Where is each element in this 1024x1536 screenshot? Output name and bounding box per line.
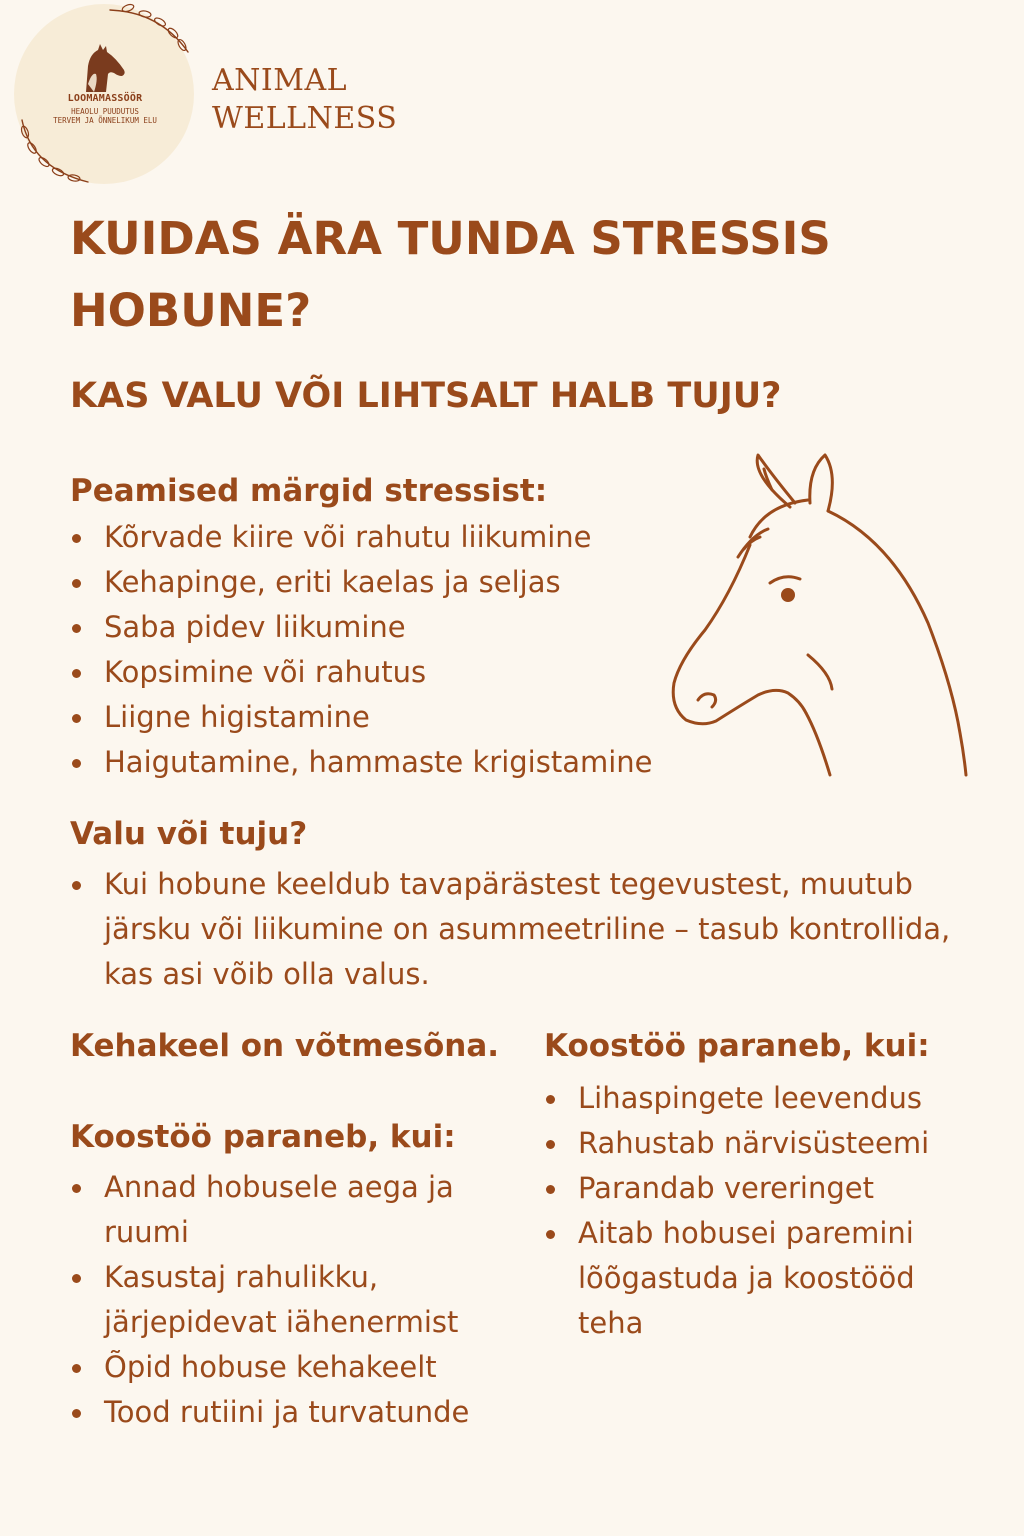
cooperation-left-heading: Koostöö paraneb, kui: bbox=[70, 1119, 456, 1155]
list-item: Annad hobusele aega ja ruumi bbox=[70, 1165, 500, 1255]
body-language-heading: Kehakeel on võtmesõna. bbox=[70, 1028, 500, 1064]
list-item: Saba pidev liikumine bbox=[70, 605, 710, 650]
list-item: Kehapinge, eriti kaelas ja seljas bbox=[70, 560, 710, 605]
list-item: Õpid hobuse kehakeelt bbox=[70, 1345, 500, 1390]
signs-list bbox=[70, 515, 710, 785]
list-item: Kõrvade kiire või rahutu liikumine bbox=[70, 515, 710, 560]
horse-head-illustration bbox=[660, 445, 1010, 805]
list-item: Rahustab närvisüsteemi bbox=[544, 1121, 984, 1166]
horse-head-icon bbox=[72, 44, 128, 94]
pain-heading: Valu või tuju? bbox=[70, 816, 308, 852]
pain-list bbox=[70, 862, 980, 997]
logo-tagline-2: TERVEM JA ÕNNELIKUM ELU bbox=[53, 116, 157, 125]
list-item: Kopsimine või rahutus bbox=[70, 650, 710, 695]
list-item: Tood rutiini ja turvatunde bbox=[70, 1390, 500, 1435]
list-item: Parandab vereringet bbox=[544, 1166, 984, 1211]
list-item: Aitab hobusei paremini lõõgastuda ja koostööd teha bbox=[544, 1211, 984, 1346]
logo-name: LOOMAMASSÖÖR bbox=[67, 93, 143, 104]
list-item: Lihaspingete leevendus bbox=[544, 1076, 984, 1121]
brand-line-2: WELLNESS bbox=[212, 101, 398, 136]
list-item: Haigutamine, hammaste krigistamine bbox=[70, 740, 710, 785]
list-item: Kui hobune keeldub tavapärästest tegevustest, muutub järsku või liikumine on asummeetriline – tasub kontrollida, kas asi võib olla valus. bbox=[70, 862, 980, 997]
signs-heading: Peamised märgid stressist: bbox=[70, 473, 548, 509]
cooperation-left-list bbox=[70, 1165, 500, 1435]
brand-name bbox=[212, 62, 397, 138]
logo-tagline-1: HEAOLU PUUDUTUS bbox=[71, 107, 139, 116]
brand-line-1: ANIMAL bbox=[212, 63, 348, 98]
page-title: KUIDAS ÄRA TUNDA STRESSIS HOBUNE? bbox=[70, 212, 831, 337]
list-item: Kasustaj rahulikku, järjepidevat iähenermist bbox=[70, 1255, 500, 1345]
page-subtitle: KAS VALU VÕI LIHTSALT HALB TUJU? bbox=[70, 376, 782, 416]
cooperation-right-heading: Koostöö paraneb, kui: bbox=[544, 1028, 930, 1064]
list-item: Liigne higistamine bbox=[70, 695, 710, 740]
cooperation-right-list bbox=[544, 1076, 984, 1346]
